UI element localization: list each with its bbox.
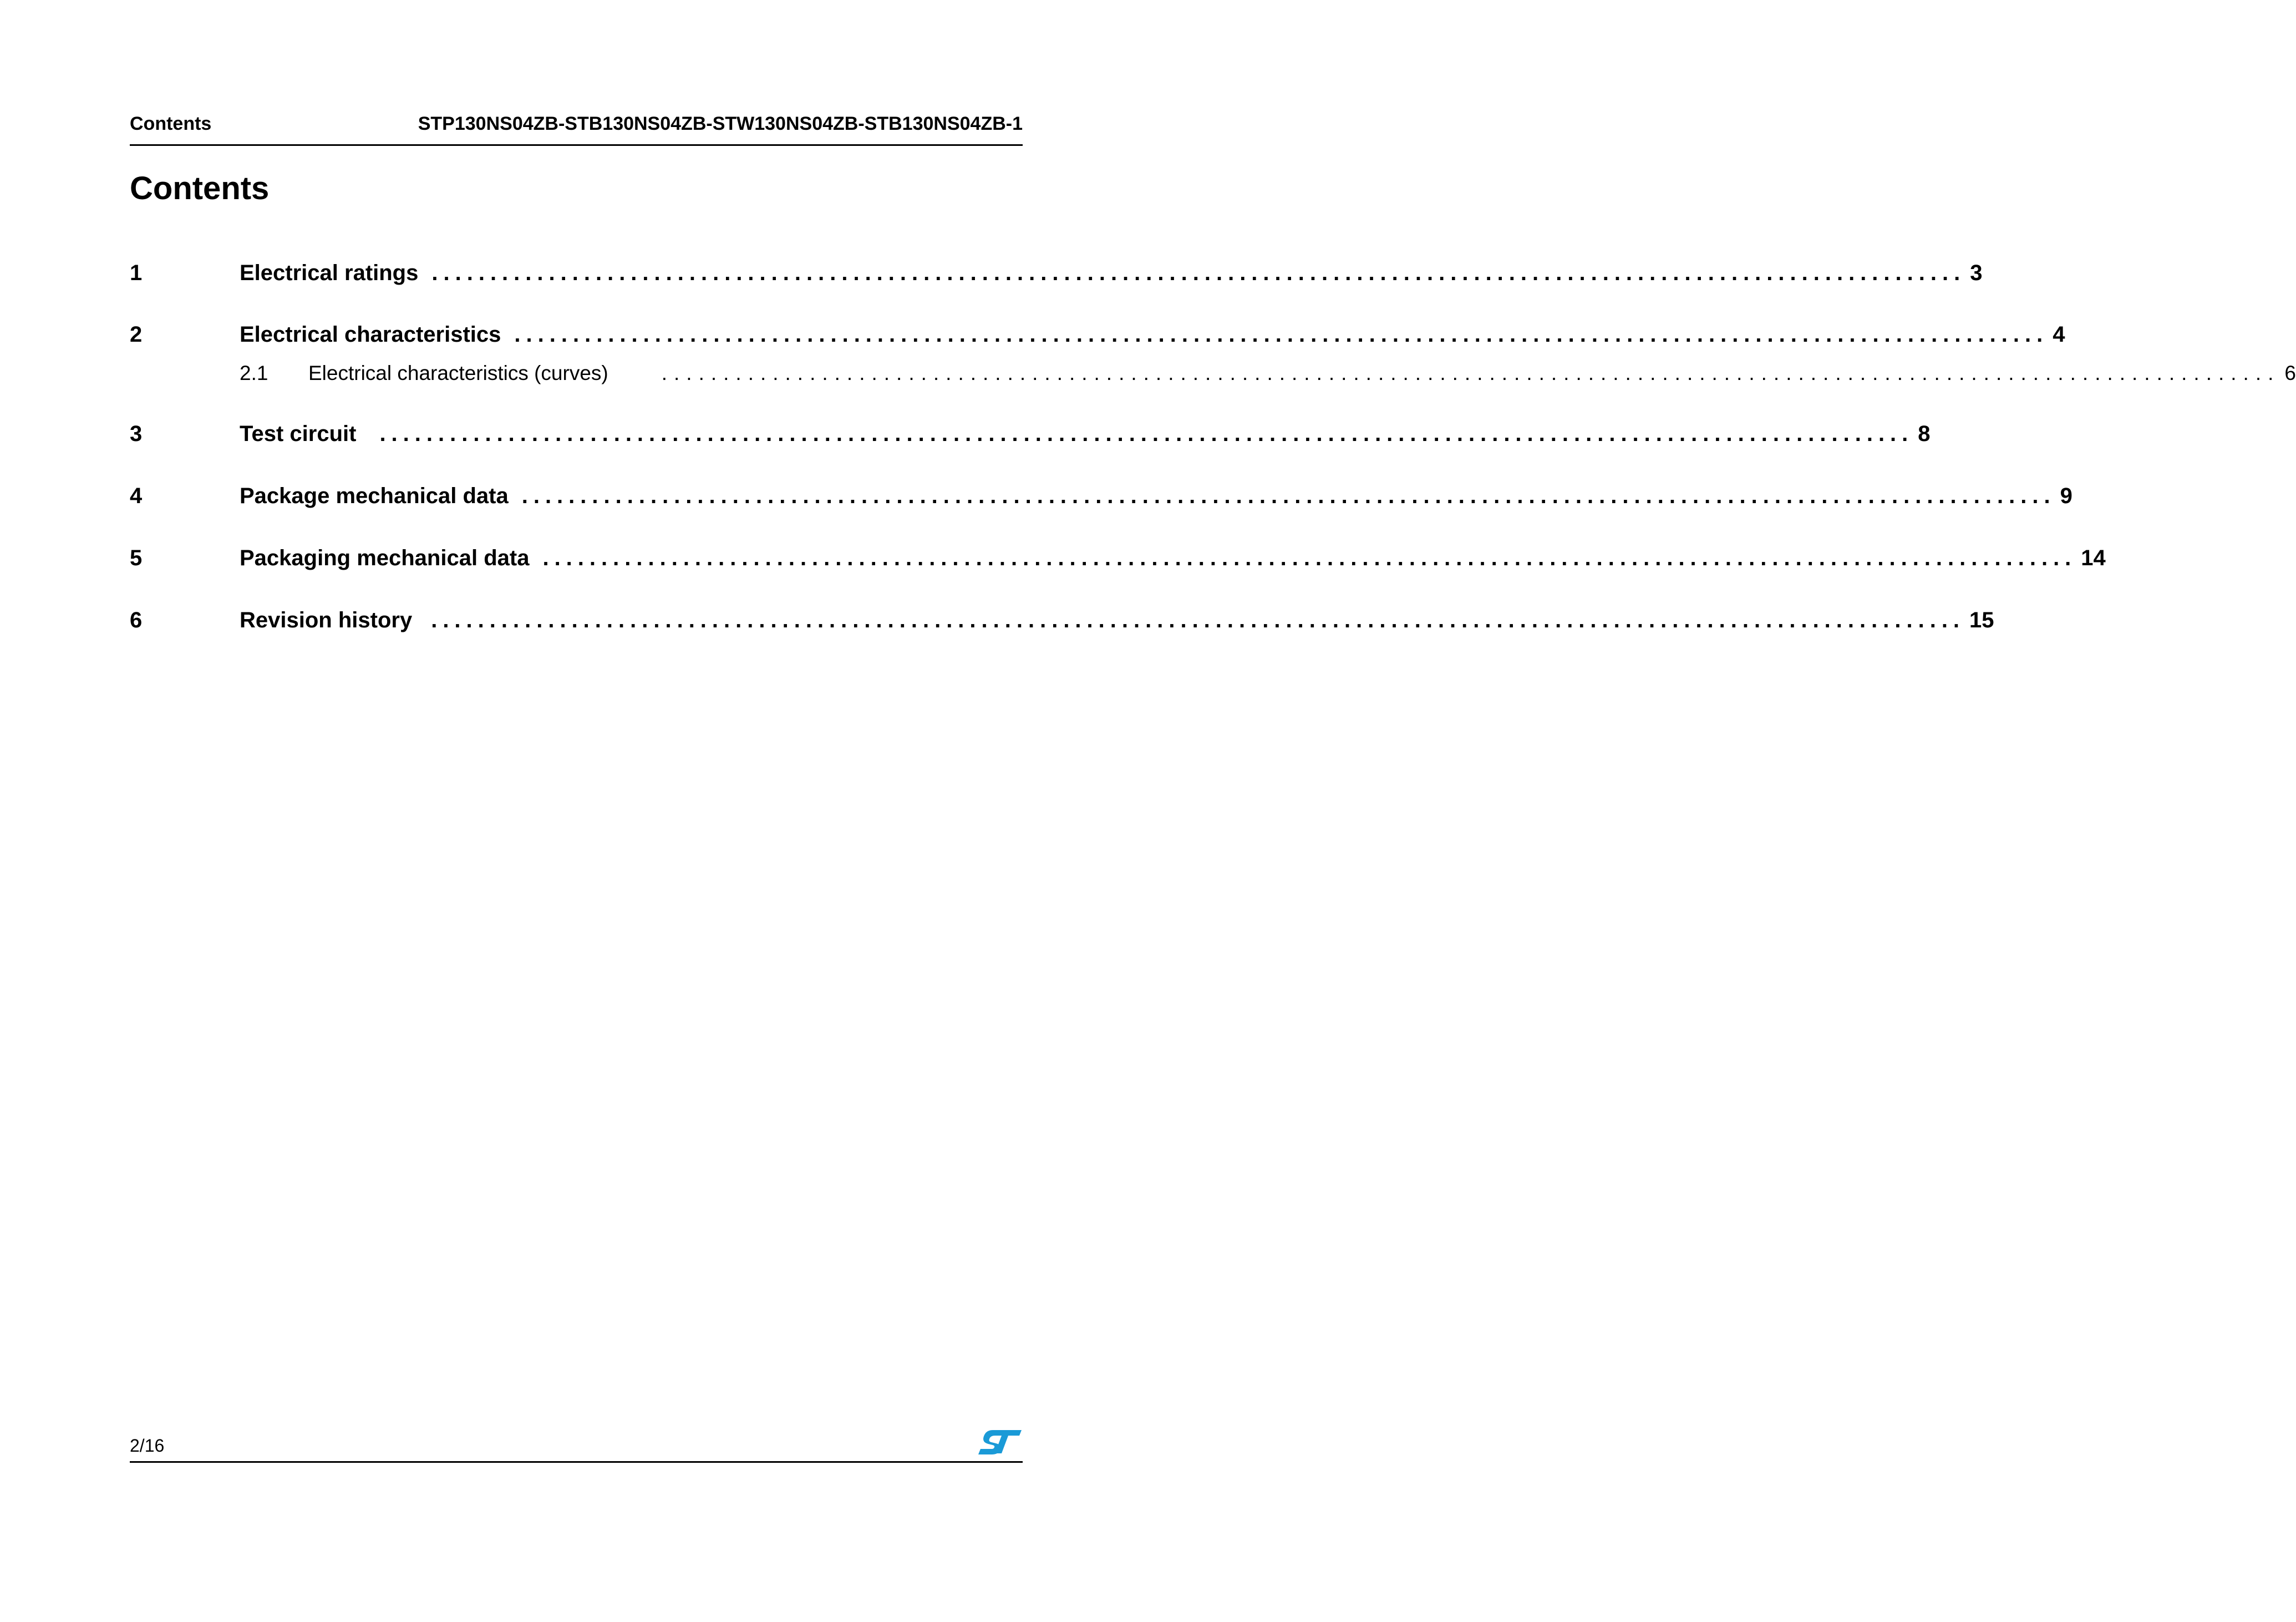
toc-entry-page: 9 [2060,484,2073,508]
toc-entry-title: Electrical characteristics [240,322,501,347]
toc-entry-2 [130,322,2065,353]
toc-link-electrical-characteristics-curves[interactable] [308,362,2296,385]
st-logo-icon [977,1427,1023,1457]
toc-entry-3 [130,422,1931,453]
toc-entry-1 [130,261,1983,292]
header-section-label: Contents [130,113,212,134]
toc-entry-title: Electrical characteristics (curves) [308,362,608,384]
toc-entry-title: Electrical ratings [240,261,419,285]
toc-entry-number: 2 [130,322,143,347]
toc-dot-leader: ................................................................................................................................... [514,322,2049,347]
toc-entry-number: 3 [130,422,143,446]
toc-link-test-circuit[interactable] [240,422,1931,447]
toc-link-electrical-characteristics[interactable] [240,322,2065,347]
header-part-numbers: STP130NS04ZB-STB130NS04ZB-STW130NS04ZB-STB130NS04ZB-1 [418,113,1023,134]
page-header [130,111,1023,146]
toc-entry-page: 4 [2053,322,2065,347]
toc-entry-page: 3 [1970,261,1983,285]
toc-entry-title: Revision history [240,608,413,632]
toc-dot-leader: ................................................................................................................................... [431,608,1965,632]
toc-link-package-mechanical-data[interactable] [240,484,2073,509]
toc-entry-number: 6 [130,608,143,632]
toc-dot-leader: ................................................................................................................................... [379,422,1914,446]
toc-dot-leader: ................................................................................................................................... [521,484,2056,508]
toc-entry-5 [130,546,2106,577]
toc-entry-4 [130,484,2073,515]
toc-entry-page: 15 [1969,608,1994,632]
toc-dot-leader: ................................................................................................................................... [542,546,2077,570]
page-number: 2/16 [130,1436,165,1456]
toc-entry-number: 1 [130,261,143,285]
toc-entry-number: 5 [130,546,143,570]
toc-entry-title: Packaging mechanical data [240,546,530,570]
toc-link-packaging-mechanical-data[interactable] [240,546,2106,571]
page-title: Contents [130,170,270,206]
toc-entry-2-1 [130,362,2296,393]
toc-link-revision-history[interactable] [240,608,1994,633]
toc-entry-title: Test circuit [240,422,357,446]
toc-entry-page: 14 [2081,546,2106,570]
toc-entry-6 [130,608,1994,639]
toc-entry-number: 2.1 [240,362,268,384]
toc-link-electrical-ratings[interactable] [240,261,1983,286]
toc-entry-number: 4 [130,484,143,508]
toc-entry-page: 8 [1918,422,1931,446]
toc-entry-page: 6 [2284,362,2296,384]
page-footer [130,1427,1023,1463]
toc-dot-leader: ................................................................................................................................... [431,261,1966,285]
toc-dot-leader: ................................................................................................................................... [661,362,2280,384]
toc-entry-title: Package mechanical data [240,484,509,508]
